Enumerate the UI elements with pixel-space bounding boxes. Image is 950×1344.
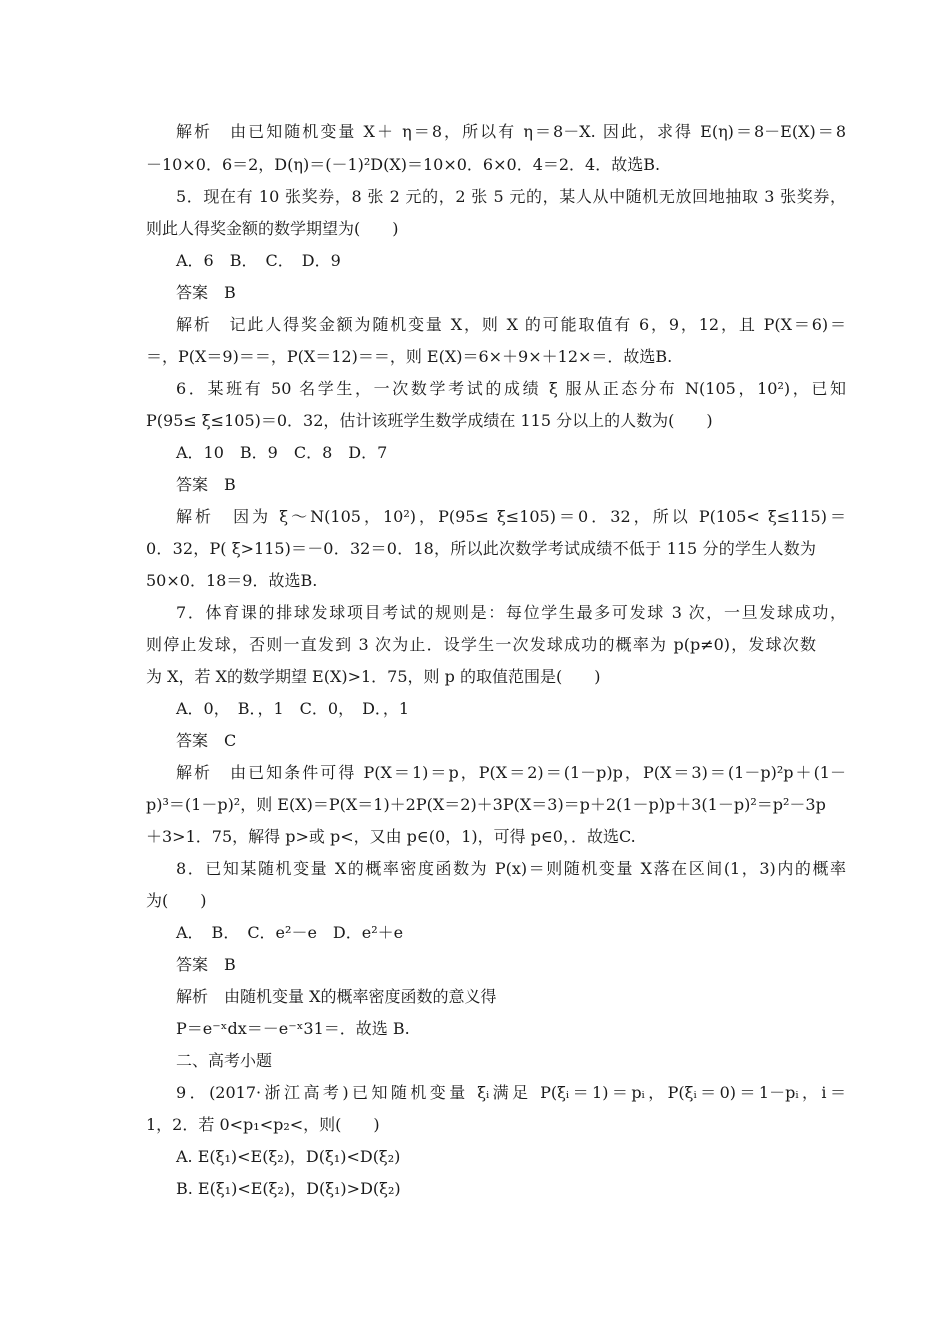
answer-key: 答案 C [176,731,237,750]
solution-text: 解析 记此人得奖金额为随机变量 X，则 X 的可能取值有 6，9，12，且 P(X＝6)＝ [176,315,846,334]
answer-options: A．0， B．，1 C．0， D．，1 [176,699,410,718]
text-line: 0．32，P( ξ>115)＝－0．32＝0．18，所以此次数学考试成绩不低于 115 分的学生人数为 [146,539,816,558]
text-line: －10×0．6＝2，D(η)＝(－1)²D(X)＝10×0．6×0．4＝2．4．故选B. [146,155,661,174]
text-line: 1，2．若 0<p₁<p₂<，则( ) [146,1115,380,1134]
answer-key: 答案 B [176,283,236,302]
answer-option-b: B. E(ξ₁)<E(ξ₂)，D(ξ₁)>D(ξ₂) [176,1179,401,1198]
question-stem: 7．体育课的排球发球项目考试的规则是：每位学生最多可发球 3 次，一旦发球成功， [176,603,846,622]
solution-text: 解析 因为 ξ～N(105，10²)，P(95≤ ξ≤105)＝0．32，所以 P(105< ξ≤115)＝ [176,507,846,526]
question-stem: 6．某班有 50 名学生，一次数学考试的成绩 ξ 服从正态分布 N(105，10²)，已知 [176,379,846,398]
text-line: 则此人得奖金额的数学期望为( ) [146,219,399,238]
question-stem: 9．(2017·浙江高考)已知随机变量 ξᵢ满足 P(ξᵢ＝1)＝pᵢ，P(ξᵢ＝0)＝1－pᵢ，i＝ [176,1083,846,1102]
text-line: p)³＝(1－p)²，则 E(X)＝P(X＝1)＋2P(X＝2)＋3P(X＝3)＝p＋2(1－p)p＋3(1－p)²＝p²－3p [146,795,826,814]
solution-text: 解析 由已知条件可得 P(X＝1)＝p，P(X＝2)＝(1－p)p，P(X＝3)＝(1－p)²p＋(1－ [176,763,846,782]
answer-key: 答案 B [176,475,236,494]
answer-options: A．10 B．9 C．8 D．7 [176,443,388,462]
text-line: 为( ) [146,891,207,910]
question-stem: 8．已知某随机变量 X的概率密度函数为 P(x)＝则随机变量 X落在区间(1，3)内的概率 [176,859,846,878]
answer-options: A． B． C．e²－e D．e²＋e [176,923,404,942]
answer-options: A．6 B． C． D．9 [176,251,341,270]
text-line: ＝，P(X＝9)＝＝，P(X＝12)＝＝，则 E(X)＝6×＋9×＋12×＝．故选B. [146,347,673,366]
text-line: P(95≤ ξ≤105)＝0．32，估计该班学生数学成绩在 115 分以上的人数为( ) [146,411,713,430]
solution-text: 解析 由随机变量 X的概率密度函数的意义得 [176,987,497,1006]
answer-key: 答案 B [176,955,236,974]
formula-line: P＝e⁻ˣdx＝－e⁻ˣ31＝．故选 B. [176,1019,410,1038]
text-line: 为 X，若 X的数学期望 E(X)>1．75，则 p 的取值范围是( ) [146,667,601,686]
answer-option-a: A. E(ξ₁)<E(ξ₂)，D(ξ₁)<D(ξ₂) [176,1147,401,1166]
text-line: 则停止发球，否则一直发到 3 次为止．设学生一次发球成功的概率为 p(p≠0)，发球次数 [146,635,816,654]
question-stem: 5．现在有 10 张奖券，8 张 2 元的，2 张 5 元的，某人从中随机无放回地抽取 3 张奖券， [176,187,846,206]
text-line: ＋3>1．75，解得 p>或 p<，又由 p∈(0，1)，可得 p∈0，．故选C. [146,827,636,846]
section-heading: 二、高考小题 [176,1051,273,1070]
text-line: 解析 由已知随机变量 X＋ η＝8，所以有 η＝8－X. 因此，求得 E(η)＝8－E(X)＝8 [176,122,846,141]
text-line: 50×0．18＝9．故选B. [146,571,318,590]
